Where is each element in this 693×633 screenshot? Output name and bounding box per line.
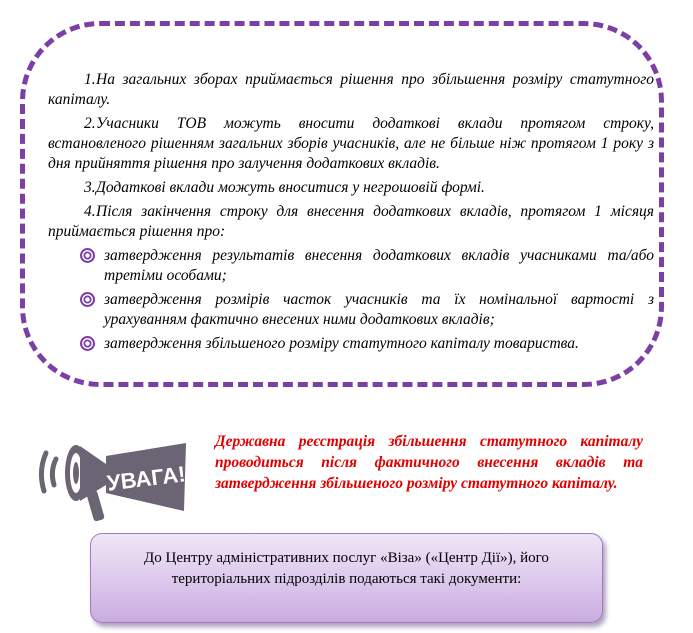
megaphone-icon bbox=[36, 431, 192, 529]
warning-badge-label: УВАГА! bbox=[105, 461, 187, 496]
decision-text: затвердження результатів внесення додаткових вкладів учасниками та/або третіми особами; bbox=[104, 247, 654, 284]
decision-item-3 bbox=[78, 334, 654, 354]
step-text: Учасники ТОВ можуть вносити додаткові вклади протягом строку, встановленого рішенням загальних зборів учасників, але не більше ніж протягом 1 року з дня прийняття рішення про залучення додаткових вкладів. bbox=[48, 115, 654, 172]
decision-item-2 bbox=[78, 290, 654, 330]
step-text: Додаткові вклади можуть вноситися у негрошовій формі. bbox=[96, 179, 485, 196]
step-number: 2. bbox=[84, 115, 96, 132]
step-number: 1. bbox=[84, 71, 96, 88]
spiral-bullet-icon bbox=[80, 292, 95, 307]
spiral-bullet-icon bbox=[80, 248, 95, 263]
decision-item-1 bbox=[78, 246, 654, 286]
step-number: 4. bbox=[84, 203, 96, 220]
step-1 bbox=[48, 70, 654, 110]
step-2 bbox=[48, 114, 654, 174]
step-text: На загальних зборах приймається рішення про збільшення розміру статутного капіталу. bbox=[48, 71, 654, 108]
documents-box-text: До Центру адміністративних послуг «Віза» («Центр Дії»), його територіальних підрозділів подаються такі документи: bbox=[144, 550, 549, 587]
decision-text: затвердження збільшеного розміру статутного капіталу товариства. bbox=[104, 335, 579, 352]
decision-text: затвердження розмірів часток учасників та їх номінальної вартості з урахуванням фактично внесених ними додаткових вкладів; bbox=[104, 291, 654, 328]
documents-box bbox=[90, 533, 603, 623]
step-text: Після закінчення строку для внесення додаткових вкладів, протягом 1 місяця приймається рішення про: bbox=[48, 203, 654, 240]
spiral-bullet-icon bbox=[80, 336, 95, 351]
steps-list bbox=[48, 70, 654, 358]
step-number: 3. bbox=[84, 179, 96, 196]
registration-notice: Державна реєстрація збільшення статутного капіталу проводиться після фактичного внесення вкладів та затвердження збільшеного розміру статутного капіталу. bbox=[215, 433, 643, 492]
step-4 bbox=[48, 202, 654, 242]
step-3 bbox=[48, 178, 654, 198]
